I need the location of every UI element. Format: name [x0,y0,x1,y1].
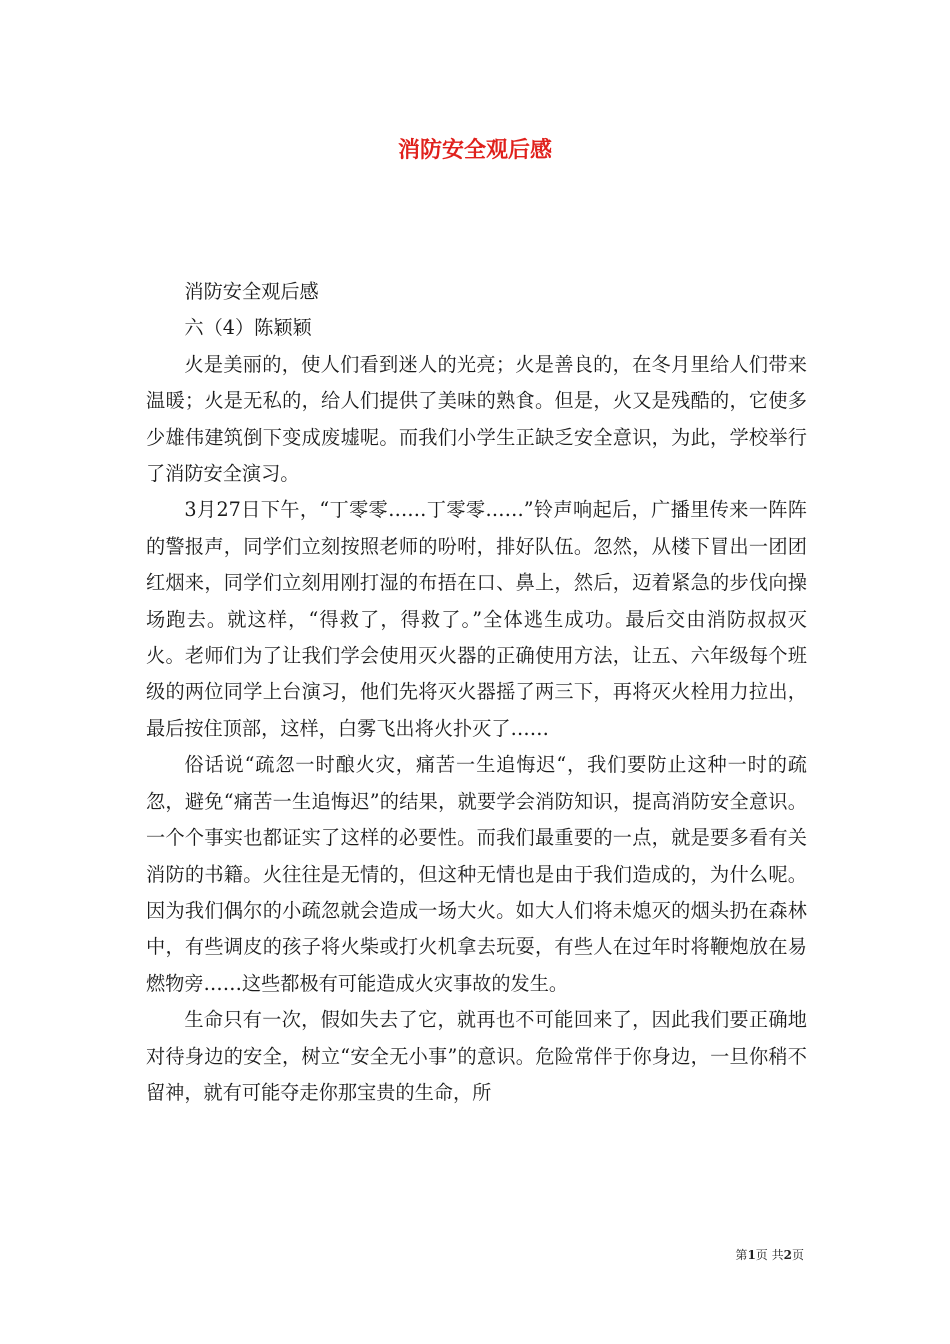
paragraph-intro: 火是美丽的，使人们看到迷人的光亮；火是善良的，在冬月里给人们带来温暖；火是无私的，给人们提供了美味的熟食。但是，火又是残酷的，它使多少雄伟建筑倒下变成废墟呢。而我们小学生正缺乏安全意识，为此，学校举行了消防安全演习。 [146,352,807,486]
footer-current-page: 1 [747,1248,756,1262]
footer-middle: 页 共 [755,1248,784,1262]
paragraph-subtitle: 消防安全观后感 [184,280,319,303]
footer-prefix: 第 [735,1248,748,1262]
paragraph-life: 生命只有一次，假如失去了它，就再也不可能回来了，因此我们要正确地对待身边的安全，树立“安全无小事”的意识。危险常伴于你身边，一旦你稍不留神，就有可能夺走你那宝贵的生命，所 [146,1008,807,1104]
footer-total-pages: 2 [783,1248,792,1262]
paragraph-proverb: 俗话说“疏忽一时酿火灾，痛苦一生追悔迟“，我们要防止这种一时的疏忽，避免“痛苦一生追悔迟”的结果，就要学会消防知识，提高消防安全意识。一个个事实也都证实了这样的必要性。而我们最重要的一点，就是要多看有关消防的书籍。火往往是无情的，但这种无情也是由于我们造成的，为什么呢。因为我们偶尔的小疏忽就会造成一场大火。如大人们将未熄灭的烟头扔在森林中，有些调皮的孩子将火柴或打火机拿去玩耍，有些人在过年时将鞭炮放在易燃物旁……这些都极有可能造成火灾事故的发生。 [146,753,807,995]
paragraph-drill: 3月27日下午，“丁零零……丁零零……”铃声响起后，广播里传来一阵阵的警报声，同学们立刻按照老师的吩咐，排好队伍。忽然，从楼下冒出一团团红烟来，同学们立刻用刚打湿的布捂在口、鼻上，然后，迈着紧急的步伐向操场跑去。就这样，“得救了，得救了。”全体逃生成功。最后交由消防叔叔灭火。老师们为了让我们学会使用灭火器的正确使用方法，让五、六年级每个班级的两位同学上台演习，他们先将灭火器摇了两三下，再将灭火栓用力拉出，最后按住顶部，这样，白雾飞出将火扑灭了…… [146,498,807,740]
document-title: 消防安全观后感 [397,137,552,163]
footer-suffix: 页 [791,1248,804,1262]
page-number-footer [735,1247,804,1263]
paragraph-author: 六（4）陈颖颖 [184,316,312,340]
document-body [146,274,807,1111]
